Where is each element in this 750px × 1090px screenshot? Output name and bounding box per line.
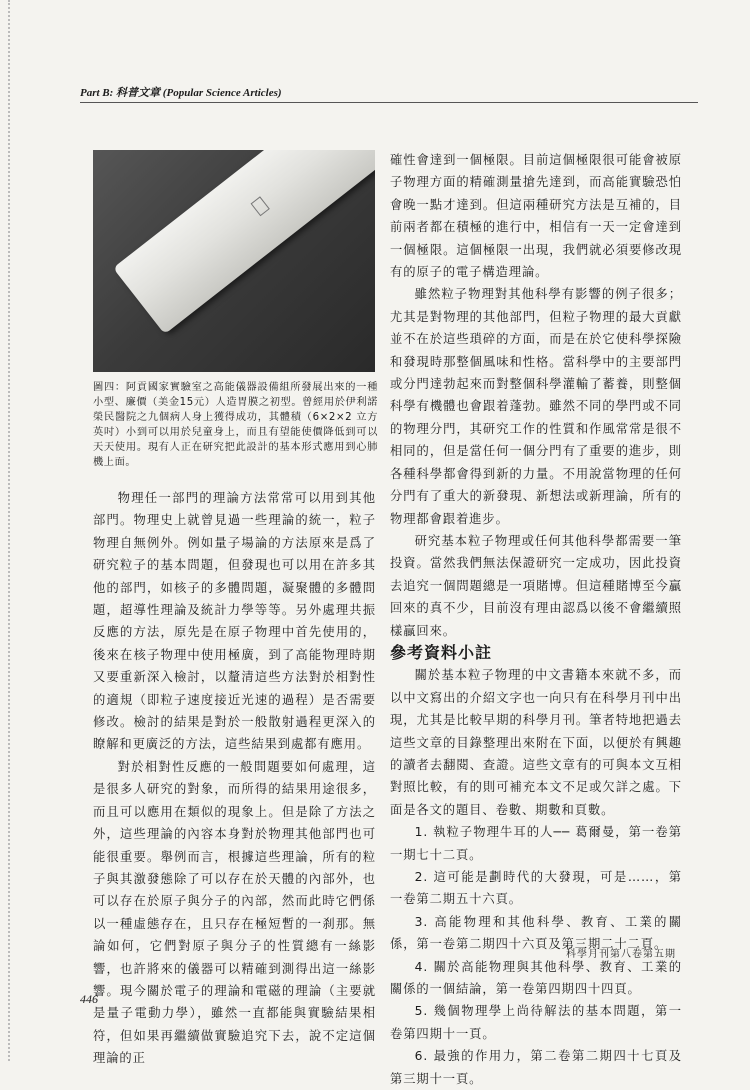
header-rule bbox=[80, 102, 698, 103]
binding-margin bbox=[8, 0, 12, 1061]
right-paragraph-1: 確性會達到一個極限。目前這個極限很可能會被原子物理方面的精確測量搶先達到，而高能實驗恐怕會晚一點才達到。但這兩種研究方法是互補的，目前兩者都在積極的進行中，相信有一天一定會達到一個極限。這個極限一出現，我們就必須要修改現有的原子的電子構造理論。 bbox=[390, 153, 682, 280]
left-paragraph-1: 物理任一部門的理論方法常常可以用到其他部門。物理史上就曾見過一些理論的統一，粒子物理自無例外。例如量子場論的方法原來是爲了研究粒子的基本問題，但發現也可以用在許多其他的部門，如核子的多體問題，凝聚體的多體問題，超導性理論及統計力學等等。另外處理共振反應的方法，原先是在原子物理中首先使用的，後來在核子物理中使用極廣，到了高能物理時期又要重新深入檢討，以釐清這些方法對於相對性的適規（即粒子速度接近光速的過程）是否需要修改。檢討的結果是對於一般散射過程更深入的瞭解和更廣泛的方法，這些結果到處都有應用。 bbox=[93, 491, 376, 752]
section-intro: 關於基本粒子物理的中文書籍本來就不多，而以中文寫出的介紹文字也一向只有在科學月刊中出現，尤其是比較早期的科學月刊。筆者特地把過去這些文章的目錄整理出來附在下面，以便於有興趣的讀者去翻閱、查證。這些文章有的可與本文互相對照比較，有的則可補充本文不足或欠詳之處。下面是各文的題目、卷數、期數和頁數。 bbox=[390, 668, 682, 817]
left-paragraph-2: 對於相對性反應的一般問題要如何處理，這是很多人研究的對象，而所得的結果用途很多，而且可以應用在類似的現象上。但是除了方法之外，這些理論的內容本身對於物理其他部門也可能很重要。舉例而言，根據這些理論，所有的粒子與其激發態除了可以存在於天體的內部外，也可以存在於原子與分子的內部，然而此時它們係以一種虛態存在，且只存在極短暫的一刹那。無論如何，它們對原子與分子的性質總有一絲影響，也許將來的儀器可以精確到測得出這一絲影響。現今關於電子的理論和電磁的理論（主要就是量子電動力學），雖然一直都能與實驗結果相符，但如果再繼續做實驗追究下去，說不定這個理論的正 bbox=[93, 759, 376, 1066]
reference-item: 6. 最強的作用力，第二卷第二期四十七頁及第三期十一頁。 bbox=[390, 1049, 682, 1086]
reference-item: 4. 關於高能物理與其他科學、教育、工業的關係的一個結論，第一卷第四期四十四頁。 bbox=[390, 959, 682, 997]
right-paragraph-2: 雖然粒子物理對其他科學有影響的例子很多；尤其是對物理的其他部門，但粒子物理的最大貢獻並不在於這些瑣碎的方面，而是在於它使科學探險和發現時那整個風味和性格。當科學中的主要部門或分門達勃起來而對整個科學灌輸了蓄養，則整個科學有機體也會跟着蓬勃。雖然不同的學門或不同的物理分門，其研究工作的性質和作風常常是很不相同的，但是當任何一個分門有了重要的進步，則各種科學都會得到新的力量。不用說當物理的任何分門有了重大的新發現、新想法或新理論，所有的物理都會跟着進步。 bbox=[390, 287, 682, 526]
reference-item: 3. 高能物理和其他科學、教育、工業的關係，第一卷第二期四十六頁及第三期二十二頁。 bbox=[390, 914, 682, 952]
left-column bbox=[93, 487, 376, 1070]
device-case bbox=[113, 150, 375, 334]
running-header: Part B: 科普文章 (Popular Science Articles) bbox=[80, 87, 282, 99]
right-paragraph-3: 研究基本粒子物理或任何其他科學都需要一筆投資。當然我們無法保證研究一定成功，因此投資去追究一個問題總是一項賭博。但這種賭博至今贏回來的真不少，目前沒有理由認爲以後不會繼續照樣贏回來。 bbox=[390, 533, 682, 638]
section-heading: 參考資料小註 bbox=[390, 642, 493, 662]
figure-caption: 圖四：阿貢國家實驗室之高能儀器設備組所發展出來的一種小型、廉價（美金15元）人造胃膜之初型。曾經用於伊利諾榮民醫院之九個病人身上獲得成功，其體積（6×2×2 立方英吋）小到可以用於兒童身上，而且有望能使價降低到可以天天使用。現有人正在研究把此設計的基本形式應用到心肺機上面。 bbox=[93, 382, 378, 468]
figure-photo bbox=[93, 150, 375, 372]
journal-footer: 科學月刊第八卷第五期 bbox=[566, 949, 676, 960]
reference-item: 1. 執粒子物理牛耳的人── 葛爾曼，第一卷第一期七十二頁。 bbox=[390, 825, 682, 862]
device-label bbox=[251, 196, 270, 216]
page-number: 446 bbox=[80, 992, 98, 1006]
reference-item: 2. 這可能是劃時代的大發現，可是……，第一卷第二期五十六頁。 bbox=[390, 870, 682, 907]
reference-item: 5. 幾個物理學上尚待解法的基本問題，第一卷第四期十一頁。 bbox=[390, 1004, 682, 1041]
